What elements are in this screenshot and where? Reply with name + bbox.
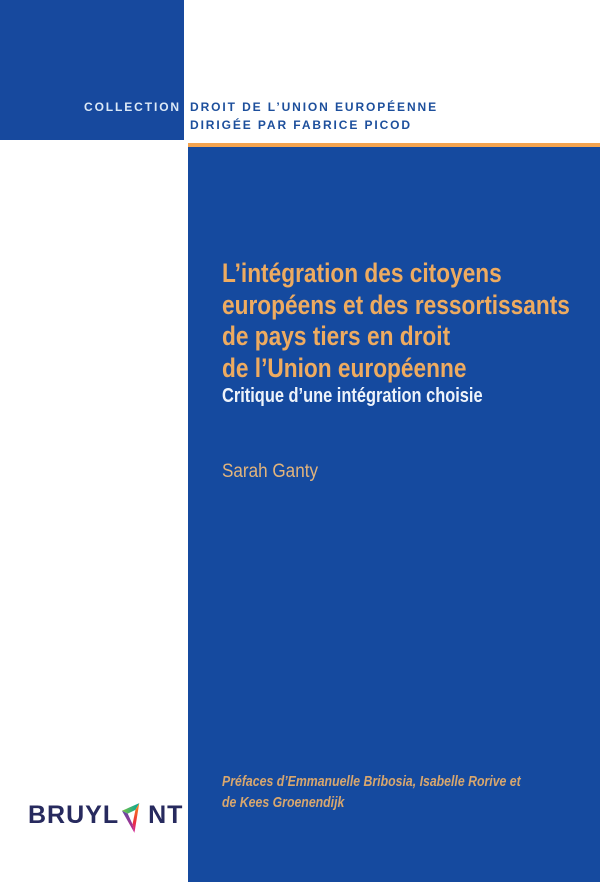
author-name: Sarah Ganty <box>222 461 319 482</box>
title-line-1: L’intégration des citoyens <box>222 258 502 288</box>
title-line-3: de pays tiers en droit <box>222 321 451 351</box>
series-name: DROIT DE L’UNION EUROPÉENNE <box>190 100 438 114</box>
publisher-name-suffix: NT <box>148 801 184 829</box>
preface-line-1: Préfaces d’Emmanuelle Bribosia, Isabelle Rorive et <box>222 773 521 790</box>
bruylant-triangle-icon <box>121 802 146 834</box>
publisher-name-prefix: BRUYL <box>28 801 120 829</box>
preface-credits <box>222 771 586 813</box>
top-left-blue-square <box>0 0 184 140</box>
series-director: DIRIGÉE PAR FABRICE PICOD <box>190 118 412 132</box>
book-title <box>222 258 600 384</box>
preface-line-2: de Kees Groenendijk <box>222 794 345 811</box>
publisher-logo <box>28 801 183 835</box>
book-subtitle: Critique d’une intégration choisie <box>222 385 483 407</box>
title-line-2: européens et des ressortissants <box>222 289 570 320</box>
collection-label: COLLECTION <box>84 100 181 114</box>
title-line-4: de l’Union européenne <box>222 352 467 383</box>
